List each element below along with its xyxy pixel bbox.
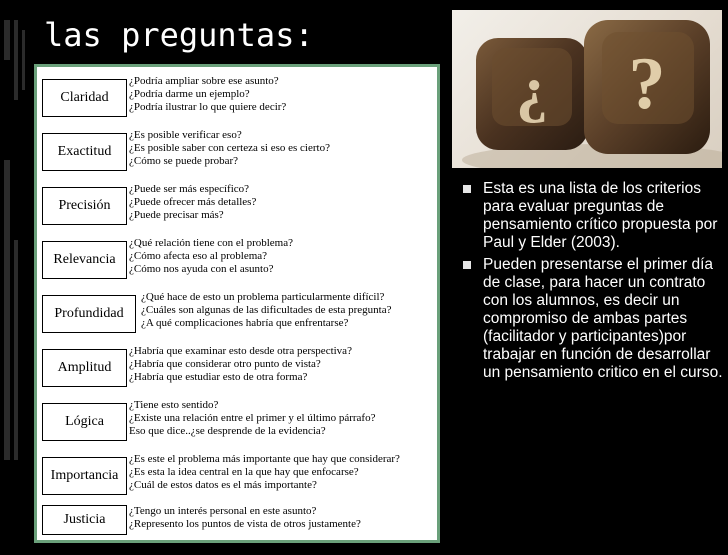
criteria-label: Exactitud <box>42 133 127 171</box>
criteria-table <box>34 64 440 543</box>
criteria-row <box>37 287 437 339</box>
dice-illustration <box>452 10 722 168</box>
decor-bar <box>4 160 10 460</box>
criteria-questions <box>129 183 256 222</box>
bullet-square-icon <box>463 261 471 269</box>
question-line: ¿Habría que examinar esto desde otra perspectiva? <box>129 345 352 357</box>
question-line: ¿Qué hace de esto un problema particularmente difícil? <box>141 291 385 303</box>
criteria-label: Amplitud <box>42 349 127 387</box>
question-line: ¿Cómo afecta eso al problema? <box>129 250 268 262</box>
question-line: ¿Habría que estudiar esto de otra forma? <box>129 371 308 383</box>
criteria-row <box>37 449 437 501</box>
question-line: ¿Tiene esto sentido? <box>129 399 219 411</box>
question-line: ¿Cómo nos ayuda con el asunto? <box>129 263 274 275</box>
criteria-questions <box>141 291 391 330</box>
question-line: ¿Es posible verificar eso? <box>129 129 242 141</box>
criteria-label: Justicia <box>42 505 127 535</box>
question-line: ¿Es posible saber con certeza si eso es cierto? <box>129 142 330 154</box>
question-mark-icon <box>584 20 710 154</box>
bullet-square-icon <box>463 185 471 193</box>
criteria-questions <box>129 453 400 492</box>
criteria-row <box>37 125 437 177</box>
question-line: ¿Puede ofrecer más detalles? <box>129 196 257 208</box>
decor-bar <box>14 240 18 460</box>
bullet-item <box>463 180 723 252</box>
question-line: ¿Puede ser más específico? <box>129 183 250 195</box>
criteria-questions <box>129 399 375 438</box>
question-mark-photo <box>452 10 722 168</box>
slide-title: las preguntas: <box>44 16 314 54</box>
question-line: ¿Cuáles son algunas de las dificultades de esta pregunta? <box>141 304 392 316</box>
question-line: Eso que dice..¿se desprende de la evidencia? <box>129 425 326 437</box>
svg-text:?: ? <box>628 43 666 125</box>
criteria-row <box>37 179 437 231</box>
question-line: ¿Podría ampliar sobre ese asunto? <box>129 75 279 87</box>
criteria-label: Relevancia <box>42 241 127 279</box>
question-line: ¿Represento los puntos de vista de otros justamente? <box>129 518 361 530</box>
criteria-row <box>37 233 437 285</box>
criteria-row <box>37 71 437 123</box>
criteria-questions <box>129 505 361 531</box>
bullet-item <box>463 256 723 382</box>
criteria-questions <box>129 75 286 114</box>
question-line: ¿Tengo un interés personal en este asunto? <box>129 505 317 517</box>
criteria-label: Precisión <box>42 187 127 225</box>
criteria-label: Claridad <box>42 79 127 117</box>
criteria-questions <box>129 345 352 384</box>
criteria-row <box>37 503 437 555</box>
question-line: ¿Es este el problema más importante que hay que considerar? <box>129 453 400 465</box>
inverted-question-mark-icon <box>476 38 588 150</box>
question-line: ¿A qué complicaciones habría que enfrentarse? <box>141 317 349 329</box>
question-line: ¿Puede precisar más? <box>129 209 224 221</box>
bullet-list <box>463 180 723 386</box>
question-line: ¿Cuál de estos datos es el más importante? <box>129 479 317 491</box>
decor-bar <box>14 20 18 100</box>
criteria-row <box>37 341 437 393</box>
bullet-text: Pueden presentarse el primer día de clase, para hacer un contrato con los alumnos, es decir un compromiso de ambas partes (facilitador y participantes)por trabajar en función de desarrollar un pensamiento critico en el curso. <box>483 256 723 381</box>
criteria-questions <box>129 237 293 276</box>
criteria-label: Lógica <box>42 403 127 441</box>
question-line: ¿Es esta la idea central en la que hay que enfocarse? <box>129 466 359 478</box>
criteria-label: Profundidad <box>42 295 136 333</box>
question-line: ¿Podría ilustrar lo que quiere decir? <box>129 101 287 113</box>
criteria-label: Importancia <box>42 457 127 495</box>
criteria-row <box>37 395 437 447</box>
question-line: ¿Existe una relación entre el primer y el último párrafo? <box>129 412 376 424</box>
svg-text:¿: ¿ <box>516 53 548 124</box>
decor-bar <box>4 20 10 60</box>
question-line: ¿Qué relación tiene con el problema? <box>129 237 294 249</box>
decor-bar <box>22 30 25 90</box>
criteria-questions <box>129 129 330 168</box>
question-line: ¿Cómo se puede probar? <box>129 155 239 167</box>
question-line: ¿Habría que considerar otro punto de vista? <box>129 358 321 370</box>
bullet-text: Esta es una lista de los criterios para evaluar preguntas de pensamiento crítico propuesta por Paul y Elder (2003). <box>483 180 718 251</box>
question-line: ¿Podría darme un ejemplo? <box>129 88 250 100</box>
